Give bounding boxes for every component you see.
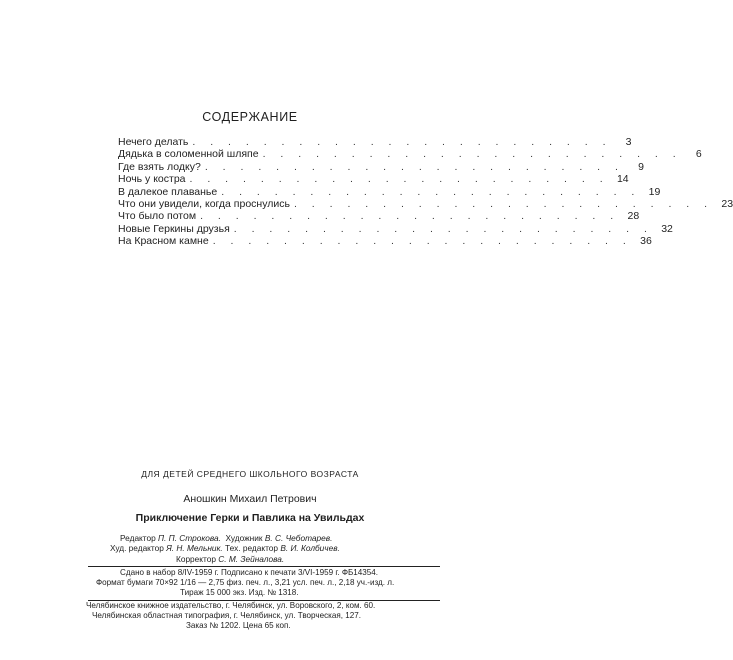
book-title: Приключение Герки и Павлика на Увильдах (135, 512, 365, 524)
toc-entry-label: Что было потом (118, 210, 197, 223)
toc-entry (118, 148, 702, 161)
toc-entry-label: Новые Геркины друзья (118, 222, 230, 235)
tech-editor-name: В. И. Колбичев. (280, 543, 340, 554)
toc-leader-dots: . . . . . . . . . . . . . . . . . . . . . . . . (221, 185, 641, 198)
toc-entry-page: 3 (625, 136, 632, 148)
toc-entry-page: 28 (627, 210, 640, 223)
toc-entry-label: Нечего делать (118, 136, 189, 148)
toc-leader-dots: . . . . . . . . . . . . . . . . . . . . . . . . (233, 222, 653, 235)
toc-entry-label: Что они увидели, когда проснулись (118, 197, 290, 210)
art-editor-name: Я. Н. Мельник. (166, 543, 223, 554)
toc-entry-page: 36 (640, 235, 652, 248)
toc-entry-page: 14 (616, 173, 629, 186)
audience-note: ДЛЯ ДЕТЕЙ СРЕДНЕГО ШКОЛЬНОГО ВОЗРАСТА (141, 469, 359, 479)
staff-credits (0, 533, 500, 564)
toc-entry-label: В далекое плаванье (118, 185, 218, 198)
toc-entry (118, 210, 640, 223)
toc-leader-dots: . . . . . . . . . . . . . . . . . . . . . . . . (200, 210, 620, 223)
divider-rule (88, 566, 440, 567)
toc-entry-label: На Красном камне (118, 235, 209, 248)
toc-leader-dots: . . . . . . . . . . . . . . . . . . . . . . . . (204, 160, 624, 173)
toc-entry (118, 197, 733, 210)
editor-role: Редактор (120, 533, 156, 543)
toc-entry (118, 136, 632, 148)
credits-line (0, 533, 500, 543)
print-line: Заказ № 1202. Цена 65 коп. (186, 620, 291, 630)
toc-entry-label: Ночь у костра (118, 173, 186, 186)
toc-entry-label: Дядька в соломенной шляпе (118, 148, 259, 161)
toc-entry-label: Где взять лодку? (118, 160, 201, 173)
editor-name: П. П. Строкова. (158, 533, 221, 543)
art-editor-role: Худ. редактор (110, 543, 164, 554)
toc-leader-dots: . . . . . . . . . . . . . . . . . . . . . . . . (262, 148, 682, 161)
artist-role: Художник (225, 533, 263, 543)
tech-editor-role: Тех. редактор (225, 543, 278, 554)
toc-entry-page: 19 (648, 185, 661, 198)
print-line: Челябинская областная типография, г. Челябинск, ул. Творческая, 127. (92, 610, 361, 620)
credits-line (0, 543, 500, 553)
proofreader-role: Корректор (176, 553, 216, 564)
table-of-contents (118, 136, 733, 248)
print-line: Челябинское книжное издательство, г. Челябинск, ул. Воровского, 2, ком. 60. (86, 601, 376, 610)
toc-entry (118, 173, 629, 186)
toc-entry-page: 32 (661, 222, 673, 235)
toc-entry (118, 235, 652, 248)
printing-details (0, 568, 500, 597)
toc-entry (118, 160, 644, 173)
toc-entry-page: 6 (695, 148, 702, 161)
print-line: Формат бумаги 70×92 1/16 — 2,75 физ. печ. л., 3,21 усл. печ. л., 2,18 уч.-изд. л. (96, 577, 395, 587)
toc-title: СОДЕРЖАНИЕ (202, 110, 298, 124)
toc-entry-page: 9 (638, 160, 644, 173)
proofreader-name: С. М. Зейналова. (218, 553, 285, 564)
toc-entry (118, 185, 661, 198)
toc-leader-dots: . . . . . . . . . . . . . . . . . . . . . . . . (192, 136, 612, 148)
toc-leader-dots: . . . . . . . . . . . . . . . . . . . . . . . . (293, 197, 714, 210)
credits-line (0, 554, 500, 564)
toc-leader-dots: . . . . . . . . . . . . . . . . . . . . . . . . (212, 235, 632, 248)
print-line: Сдано в набор 8/IV-1959 г. Подписано к печати 3/VI-1959 г. ФБ14354. (120, 568, 379, 577)
publisher-details (0, 601, 500, 630)
toc-leader-dots: . . . . . . . . . . . . . . . . . . . . . . . . (189, 173, 609, 186)
artist-name: В. С. Чеботарев. (264, 533, 333, 543)
author-name: Аношкин Михаил Петрович (183, 493, 317, 505)
toc-entry-page: 23 (721, 197, 733, 210)
toc-entry (118, 222, 673, 235)
print-line: Тираж 15 000 экз. Изд. № 1318. (180, 587, 299, 597)
